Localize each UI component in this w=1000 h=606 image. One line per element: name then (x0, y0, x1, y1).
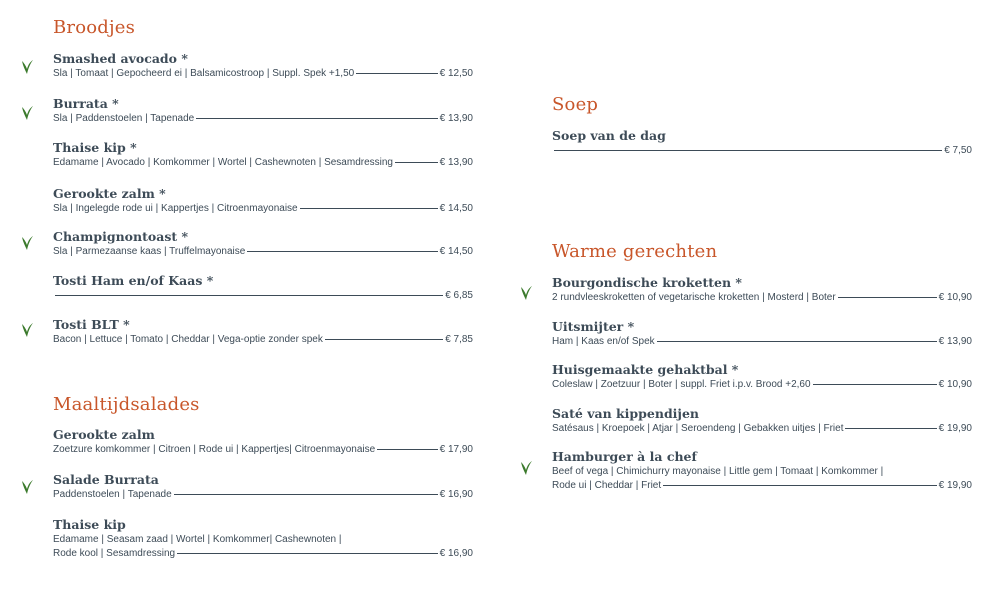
item-description: Paddenstoelen | Tapenade (53, 489, 172, 500)
item-description: Sla | Paddenstoelen | Tapenade (53, 113, 195, 124)
leaf-icon (20, 322, 34, 338)
item-description: Rode ui | Cheddar | Friet (552, 480, 662, 491)
item-name: Huisgemaakte gehaktbal * (552, 362, 739, 377)
item-line (552, 479, 972, 493)
section-title-maaltijdsalades: Maaltijdsalades (53, 394, 200, 415)
item-line (53, 245, 473, 259)
item-price: € 14,50 (439, 246, 473, 257)
leaf-icon (519, 285, 533, 301)
item-price: € 10,90 (938, 379, 972, 390)
menu-item (552, 448, 972, 493)
item-name: Tosti Ham en/of Kaas * (53, 273, 214, 288)
item-line (53, 289, 473, 303)
item-description: Sla | Ingelegde rode ui | Kappertjes | Citroenmayonaise (53, 203, 298, 214)
menu-item (552, 274, 972, 305)
menu-item (53, 95, 473, 126)
item-name: Gerookte zalm (53, 427, 155, 442)
item-price: € 17,90 (439, 444, 473, 455)
item-line (552, 144, 972, 158)
item-name: Salade Burrata (53, 472, 159, 487)
item-price: € 13,90 (938, 336, 972, 347)
menu-item (552, 127, 972, 158)
item-name: Thaise kip (53, 517, 126, 532)
menu-item (53, 272, 473, 303)
item-price: € 7,85 (445, 334, 473, 345)
item-name: Champignontoast * (53, 229, 189, 244)
menu-item (53, 50, 473, 81)
item-line (552, 291, 972, 305)
item-price: € 19,90 (938, 423, 972, 434)
section-title-warme-gerechten: Warme gerechten (552, 241, 718, 262)
item-line (53, 67, 473, 81)
leaf-icon (20, 59, 34, 75)
item-name: Tosti BLT * (53, 317, 130, 332)
item-name: Bourgondische kroketten * (552, 275, 742, 290)
item-name: Gerookte zalm * (53, 186, 166, 201)
item-line (552, 422, 972, 436)
item-name: Uitsmijter * (552, 319, 635, 334)
item-description-line1: Edamame | Seasam zaad | Wortel | Komkommer| Cashewnoten | (53, 534, 342, 545)
item-description: Rode kool | Sesamdressing (53, 548, 176, 559)
leaf-icon (519, 460, 533, 476)
item-price: € 16,90 (439, 548, 473, 559)
item-price: € 10,90 (938, 292, 972, 303)
item-line (53, 156, 473, 170)
item-line (53, 547, 473, 561)
item-name: Smashed avocado * (53, 51, 188, 66)
menu-item (53, 471, 473, 502)
item-name: Thaise kip * (53, 140, 137, 155)
item-name: Saté van kippendijen (552, 406, 699, 421)
item-name: Burrata * (53, 96, 119, 111)
menu-item (53, 516, 473, 561)
leaf-icon (20, 479, 34, 495)
item-description: Satésaus | Kroepoek | Atjar | Seroendeng | Gebakken uitjes | Friet (552, 423, 844, 434)
menu-item (53, 426, 473, 457)
item-name: Hamburger à la chef (552, 449, 697, 464)
menu-item (53, 316, 473, 347)
item-price: € 16,90 (439, 489, 473, 500)
section-title-broodjes: Broodjes (53, 17, 136, 38)
item-line (552, 335, 972, 349)
menu-item (53, 228, 473, 259)
item-price: € 13,90 (439, 157, 473, 168)
item-description-line1: Beef of vega | Chimichurry mayonaise | Little gem | Tomaat | Komkommer | (552, 466, 884, 477)
section-title-soep: Soep (552, 94, 599, 115)
item-description: Coleslaw | Zoetzuur | Boter | suppl. Friet i.p.v. Brood +2,60 (552, 379, 811, 390)
item-description: Ham | Kaas en/of Spek (552, 336, 655, 347)
item-description: 2 rundvleeskroketten of vegetarische kroketten | Mosterd | Boter (552, 292, 836, 303)
item-price: € 14,50 (439, 203, 473, 214)
leaf-icon (20, 235, 34, 251)
item-price: € 7,50 (944, 145, 972, 156)
menu-item (53, 139, 473, 170)
item-description: Zoetzure komkommer | Citroen | Rode ui | Kappertjes| Citroenmayonaise (53, 444, 376, 455)
item-price: € 6,85 (445, 290, 473, 301)
menu-item (552, 405, 972, 436)
item-description: Edamame | Avocado | Komkommer | Wortel | Cashewnoten | Sesamdressing (53, 157, 393, 168)
item-line (53, 333, 473, 347)
item-line (53, 202, 473, 216)
item-description: Bacon | Lettuce | Tomato | Cheddar | Vega-optie zonder spek (53, 334, 323, 345)
item-line (53, 112, 473, 126)
item-name: Soep van de dag (552, 128, 666, 143)
item-line (53, 488, 473, 502)
item-line (552, 378, 972, 392)
item-description: Sla | Tomaat | Gepocheerd ei | Balsamicostroop | Suppl. Spek +1,50 (53, 68, 355, 79)
item-price: € 13,90 (439, 113, 473, 124)
item-line (53, 443, 473, 457)
menu-item (552, 318, 972, 349)
leaf-icon (20, 105, 34, 121)
item-description: Sla | Parmezaanse kaas | Truffelmayonaise (53, 246, 246, 257)
item-price: € 19,90 (938, 480, 972, 491)
menu-item (53, 185, 473, 216)
item-price: € 12,50 (439, 68, 473, 79)
menu-item (552, 361, 972, 392)
